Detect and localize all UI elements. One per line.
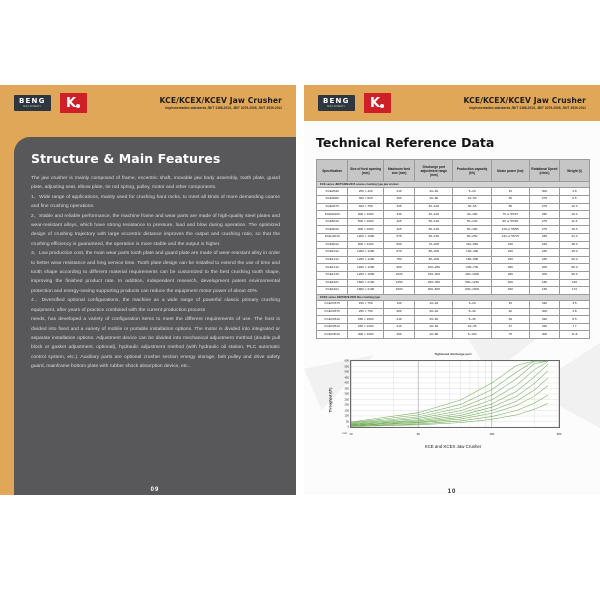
table-cell: 400~1000	[453, 271, 491, 279]
chart-y-tick-label: 50	[346, 420, 349, 424]
table-cell: 1600 × 2100	[348, 279, 383, 287]
chart-x-tick-label: 300	[556, 432, 562, 437]
table-cell: 5~45	[453, 316, 491, 324]
table-cell: 100~250	[415, 264, 453, 272]
table-row	[317, 264, 590, 272]
table-cell: 20~40	[415, 308, 453, 316]
table-cell: 1200 × 1000	[348, 233, 383, 241]
table-cell: KCEX2575	[317, 308, 348, 316]
header-subtitle: Implementation standards JB/T 1388-2015, JB/T 3279-2005, JB/T 3939-2011	[165, 106, 282, 111]
table-cell: 180	[529, 279, 559, 287]
table-cell: 900 × 1200	[348, 241, 383, 249]
table-cell: KCE12010	[317, 233, 348, 241]
table-cell: 5~20	[453, 188, 491, 196]
table-cell: 40~180	[453, 211, 491, 219]
table-cell: 150 × 750	[348, 301, 383, 309]
chart-y-tick-label: 150	[344, 409, 349, 413]
right-page	[304, 85, 600, 495]
table-body	[317, 182, 590, 339]
beng-logo-text: BENG	[323, 96, 350, 105]
chart-curves	[351, 361, 559, 427]
feature-paragraph: needs, has developed a variety of configuration items to meet the different requirements of use. The host is divided into fixed and a variety of mobile or portable installation options. The motor is divided into integrated or separate installation options. Adjustment device can be divided into mechanical adjustment method (double pull block or gasket adjustment, optional), hydraulic adjustment method (with hydraulic oil station, PLC automatic control system, etc.). Auxiliary parts are optional crusher section energy storage, belt pulley and drive safety guard, mainframe bottom plate with rubber shock absorption device, etc..	[31, 317, 280, 370]
table-cell: 80.0	[559, 264, 589, 272]
logo-block	[318, 93, 391, 113]
table-cell: 40~100	[415, 203, 453, 211]
table-cell: 1250	[383, 279, 414, 287]
table-cell: 22	[491, 308, 529, 316]
table-cell: 20~60	[415, 188, 453, 196]
table-cell: 130~400	[453, 249, 491, 257]
table-row	[317, 233, 590, 241]
table-cell: 500 × 1000	[348, 218, 383, 226]
table-cell: 60.0	[559, 256, 589, 264]
table-cell: 600 × 1000	[348, 211, 383, 219]
table-cell: 1500	[383, 287, 414, 295]
column-header-max-feed-size: Maximum feed size (mm)	[383, 160, 414, 182]
chart-y-tick-label: 500	[344, 370, 349, 374]
table-cell: 1800 × 2100	[348, 287, 383, 295]
table-cell: 11.8	[559, 331, 589, 339]
table-cell: 280	[491, 264, 529, 272]
table-cell: 172	[559, 287, 589, 295]
chart-x-tick-label: 30	[416, 432, 420, 437]
table-cell: 300 × 600	[348, 195, 383, 203]
chart-y-tick-label: 350	[344, 387, 349, 391]
beng-logo	[14, 95, 51, 111]
table-cell: 10.3	[559, 203, 589, 211]
table-cell: KCEX1575	[317, 301, 348, 309]
table-row	[317, 308, 590, 316]
table-row	[317, 249, 590, 257]
table-cell: 325	[383, 203, 414, 211]
chart-y-tick-label: 600	[344, 359, 349, 363]
header-title: KCE/KCEX/KCEV Jaw Crusher	[159, 95, 282, 105]
table-cell: 300~500	[415, 287, 453, 295]
chart-box	[316, 352, 590, 448]
table-cell: 200	[383, 308, 414, 316]
table-cell: KCE3060	[317, 195, 348, 203]
table-cell: 20~60	[415, 323, 453, 331]
table-cell: KCE1621	[317, 279, 348, 287]
chart-y-tick-label: 400	[344, 381, 349, 385]
table-cell: 132 or 55/75	[491, 233, 529, 241]
table-cell: 6.5	[559, 316, 589, 324]
table-cell: 250	[529, 211, 559, 219]
table-cell: 50~150	[415, 233, 453, 241]
chart-y-tick-label: 100	[344, 414, 349, 418]
chart-y-tick-label: 550	[344, 365, 349, 369]
table-cell: 8~40	[453, 308, 491, 316]
table-cell: 400 × 750	[348, 203, 383, 211]
table-cell: 250	[383, 195, 414, 203]
table-cell: 1400 × 1200	[348, 264, 383, 272]
table-cell: 18.3	[559, 226, 589, 234]
table-cell: 250~350	[415, 279, 453, 287]
chart-y-tick-label: 450	[344, 376, 349, 380]
table-cell: 230	[529, 256, 559, 264]
table-cell: 75	[491, 331, 529, 339]
feature-paragraph: 4、Diversified optional configurations, the machine as a wide range of powerful classic primary crushing equipment, after years of practice combined with the current production process	[31, 298, 280, 313]
chart-title: Tightened discharge port	[434, 352, 472, 357]
column-header-motor-power: Motor power (kw)	[491, 160, 529, 182]
feature-paragraph: The jaw crusher is mainly composed of frame, eccentric shaft, movable jaw body assembly, tooth plate, guard plate, adjusting seat, elbow plate, tie rod spring, pulley, motor and other components.	[31, 176, 280, 191]
column-header-speed: Rotational Speed (r/min)	[529, 160, 559, 182]
table-cell: 250	[383, 331, 414, 339]
k-logo-icon	[364, 93, 391, 113]
table-cell: 7.7	[559, 323, 589, 331]
table-cell: 255	[529, 233, 559, 241]
table-cell: 50~120	[415, 218, 453, 226]
table-row	[317, 331, 590, 339]
table-cell: 160	[559, 279, 589, 287]
table-cell: KCEX3010	[317, 331, 348, 339]
table-cell: 900 × 1000	[348, 226, 383, 234]
technical-data-body	[304, 121, 600, 495]
table-row	[317, 316, 590, 324]
chart-y-tick-label: 200	[344, 403, 349, 407]
table-cell: KCE1215	[317, 271, 348, 279]
table-row	[317, 323, 590, 331]
table-cell: 300	[529, 308, 559, 316]
table-cell: KCE9012	[317, 241, 348, 249]
table-cell: KCE1821	[317, 287, 348, 295]
throughput-chart	[316, 352, 590, 448]
table-section-label: KCEX series JIB/T3279-2005 fine crushing type	[317, 294, 590, 300]
table-cell: KCEX2510	[317, 316, 348, 324]
table-cell: 230	[529, 249, 559, 257]
table-cell: 2.8	[559, 188, 589, 196]
table-row	[317, 195, 590, 203]
table-cell: 75 or 55/37	[491, 211, 529, 219]
table-row	[317, 188, 590, 196]
table-cell: 37	[491, 323, 529, 331]
table-cell: 30	[491, 195, 529, 203]
table-cell: 250 × 1200	[348, 323, 383, 331]
table-cell: KCE1012	[317, 249, 348, 257]
table-cell: KCE5010	[317, 218, 348, 226]
table-cell: 250 × 1000	[348, 316, 383, 324]
table-cell: 4.8	[559, 308, 589, 316]
column-header-capacity: Production capacity (t/h)	[453, 160, 491, 182]
table-cell: 3.5	[559, 301, 589, 309]
table-cell: 5~100	[453, 331, 491, 339]
table-cell: 240	[529, 241, 559, 249]
chart-x-axis-unit: mm	[342, 432, 347, 436]
table-cell: KCE9010	[317, 226, 348, 234]
table-cell: 1020	[383, 271, 414, 279]
chart-y-tick-label: 300	[344, 392, 349, 396]
specification-table	[316, 159, 590, 339]
table-cell: 80~200	[415, 256, 453, 264]
table-cell: 1000 × 1200	[348, 249, 383, 257]
table-cell: 80~250	[453, 233, 491, 241]
column-header-discharge-range: Discharge port adjustment range (mm)	[415, 160, 453, 182]
table-cell: 6.5	[559, 195, 589, 203]
header-title-block	[160, 96, 283, 111]
table-cell: 320	[529, 301, 559, 309]
table-cell: 50~130	[453, 218, 491, 226]
feature-paragraph: 3、Low production cost, the main wear parts tooth plate and guard plate are made of wear-resistant alloy in order to better wear resistance and long service time. Tooth plate design can be installed to extend the use of time and tooth shape according to different material requirements can be customized to the best crushing tooth shape, improving the finished product rate. In addition, independent research, development patent environmental protection and energy-saving supporting products can reduce the equipment motor power of about 40%.	[31, 251, 280, 294]
table-cell: KCE1412	[317, 264, 348, 272]
beng-logo-subtext: MACHINERY	[327, 105, 346, 109]
table-cell: 320	[529, 316, 559, 324]
table-row	[317, 241, 590, 249]
table-row	[317, 301, 590, 309]
table-cell: 250 × 400	[348, 188, 383, 196]
table-cell: 50~120	[415, 226, 453, 234]
table-row	[317, 211, 590, 219]
features-panel	[14, 137, 296, 495]
table-row	[317, 256, 590, 264]
table-cell: 280	[491, 271, 529, 279]
table-cell: 21.0	[559, 233, 589, 241]
table-cell: 560	[383, 241, 414, 249]
table-cell: 120	[383, 301, 414, 309]
header-title: KCE/KCEX/KCEV Jaw Crusher	[463, 95, 586, 105]
table-cell: 320	[529, 323, 559, 331]
feature-paragraph: 1、Wide range of applications, mainly used for crushing hard rocks, to meet all kinds of more demanding coarse and fine crushing operations.	[31, 194, 280, 210]
table-cell: 15	[491, 301, 529, 309]
table-cell: 30~65	[453, 203, 491, 211]
table-cell: 400	[491, 279, 529, 287]
column-header-specification: Specification	[317, 160, 348, 182]
column-header-weight: Weight (t)	[559, 160, 589, 182]
table-cell: 275	[529, 195, 559, 203]
chart-y-axis-label: Throughput (t/h)	[328, 387, 333, 413]
right-brand-header	[304, 85, 600, 121]
table-cell: 210	[383, 323, 414, 331]
beng-logo-subtext: MACHINERY	[23, 105, 42, 109]
table-cell: 210	[383, 316, 414, 324]
table-cell: 220	[491, 249, 529, 257]
table-cell: 45.0	[559, 249, 589, 257]
table-cell: 11.6	[559, 218, 589, 226]
table-cell: 900	[383, 264, 414, 272]
table-cell: 200~700	[453, 264, 491, 272]
table-cell: 1200 × 1200	[348, 256, 383, 264]
table-cell: 90 or 55/45	[491, 218, 529, 226]
table-cell: 80~200	[415, 249, 453, 257]
logo-block	[14, 93, 87, 113]
table-cell: 300	[529, 331, 559, 339]
table-cell: 450	[491, 287, 529, 295]
table-cell: 780	[383, 256, 414, 264]
k-logo-dot-icon	[380, 104, 384, 108]
table-row	[317, 218, 590, 226]
table-cell: 15	[491, 188, 529, 196]
table-cell: 70~200	[415, 241, 453, 249]
k-logo-letter: K	[369, 95, 380, 111]
table-cell: 60~180	[453, 226, 491, 234]
left-page	[0, 85, 296, 495]
table-cell: 340	[383, 211, 414, 219]
table-cell: 220	[491, 256, 529, 264]
chart-y-tick-label: 250	[344, 398, 349, 402]
table-cell: 160	[529, 287, 559, 295]
table-row	[317, 279, 590, 287]
table-cell: 200	[529, 264, 559, 272]
table-cell: 600~1600	[453, 287, 491, 295]
table-row	[317, 226, 590, 234]
k-logo-letter: K	[65, 95, 76, 111]
chart-x-tick-label: 10	[349, 432, 353, 437]
table-cell: KCE60100	[317, 211, 348, 219]
page-title: Structure & Main Features	[31, 151, 221, 166]
left-page-number: 09	[150, 487, 160, 493]
table-cell: 40~100	[415, 211, 453, 219]
table-section-label: KCE series JIB/TC/BM-2015 coarse crushing type jaw crusher	[317, 182, 590, 188]
table-cell: 210	[383, 188, 414, 196]
beng-logo	[318, 95, 355, 111]
table-cell: 38.0	[559, 241, 589, 249]
chart-x-tick-label: 100	[489, 432, 495, 437]
table-row	[317, 203, 590, 211]
table-cell: 160	[491, 241, 529, 249]
table-cell: 275	[529, 203, 559, 211]
right-page-number: 10	[447, 489, 457, 495]
table-cell: 670	[383, 249, 414, 257]
k-logo-icon	[60, 93, 87, 113]
table-cell: 180~500	[453, 256, 491, 264]
table-cell: 3~20	[453, 301, 491, 309]
features-body	[31, 174, 280, 372]
table-cell: KCE4075	[317, 203, 348, 211]
table-cell: 500~1250	[453, 279, 491, 287]
table-cell: 425	[383, 218, 414, 226]
header-subtitle: Implementation standards JB/T 1388-2015, JB/T 3279-2005, JB/T 3939-2011	[469, 106, 586, 111]
table-cell: 30	[491, 316, 529, 324]
column-header-feed-opening: Size of feed opening (mm)	[348, 160, 383, 182]
table-cell: 16.4	[559, 211, 589, 219]
table-cell: 575	[383, 233, 414, 241]
chart-plot-area	[342, 359, 562, 437]
table-cell: KCEX2512	[317, 323, 348, 331]
table-cell: 1200 × 1500	[348, 271, 383, 279]
chart-caption: KCE and KCEX Jaw Crusher	[424, 444, 482, 450]
table-cell: KCE2540	[317, 188, 348, 196]
table-cell: 200	[529, 271, 559, 279]
table-row	[317, 287, 590, 295]
table-header-row	[317, 160, 590, 182]
table-cell: 250 × 750	[348, 308, 383, 316]
table-cell: 20~80	[415, 331, 453, 339]
table-cell: 25~60	[415, 316, 453, 324]
table-cell: 300 × 1000	[348, 331, 383, 339]
header-title-block	[464, 96, 587, 111]
table-cell: 300	[529, 188, 559, 196]
k-logo-dot-icon	[76, 104, 80, 108]
table-cell: 275	[529, 226, 559, 234]
table-cell: 20~80	[415, 195, 453, 203]
beng-logo-text: BENG	[19, 96, 46, 105]
table-cell: KCE1212	[317, 256, 348, 264]
table-cell: 275	[529, 218, 559, 226]
chart-y-tick-label: 0	[347, 425, 349, 429]
table-header	[317, 160, 590, 182]
page-title: Technical Reference Data	[316, 135, 495, 150]
feature-paragraph: 2、Stable and reliable performance, the machine frame and wear parts are made of high-quality steel plates and wear-resistant alloys, which have strong resistance to pressure, load and blow during operation. The optimized design of crushing trajectory with large eccentric distance improves the output and crushing ratio, so that the crushing efficiency is guaranteed, the operation is more stable and the output is higher.	[31, 213, 280, 247]
table-cell: 55	[491, 203, 529, 211]
table-cell: 10~50	[453, 195, 491, 203]
table-cell: 10~40	[415, 301, 453, 309]
table-cell: 150~300	[415, 271, 453, 279]
table-row	[317, 271, 590, 279]
table-cell: 110~350	[453, 241, 491, 249]
table-cell: 10~45	[453, 323, 491, 331]
table-cell: 425	[383, 226, 414, 234]
table-cell: 110 or 55/55	[491, 226, 529, 234]
left-brand-header	[0, 85, 296, 121]
table-cell: 96.0	[559, 271, 589, 279]
